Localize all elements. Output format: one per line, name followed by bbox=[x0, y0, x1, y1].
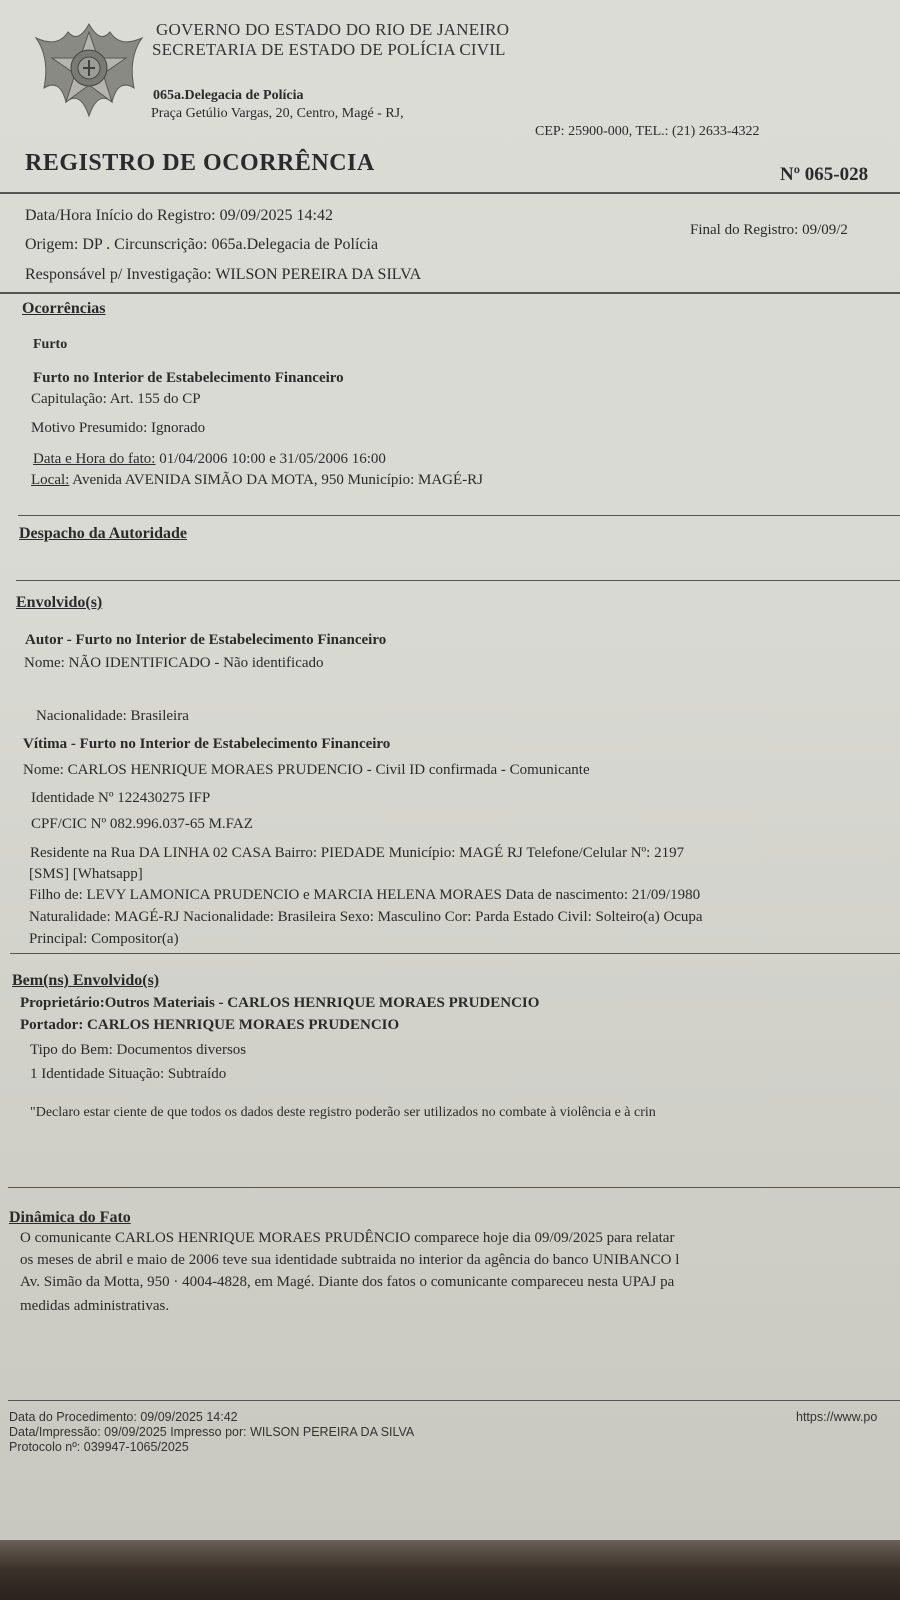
ocorrencia-data-value: 01/04/2006 10:00 e 31/05/2006 16:00 bbox=[155, 451, 386, 467]
divider bbox=[0, 192, 900, 194]
table-surface bbox=[0, 1540, 900, 1600]
ocorrencia-local-value: Avenida AVENIDA SIMÃO DA MOTA, 950 Município: MAGÉ-RJ bbox=[69, 472, 483, 488]
footer-impressao: Data/Impressão: 09/09/2025 Impresso por: WILSON PEREIRA DA SILVA bbox=[9, 1425, 415, 1439]
vitima-naturalidade: Naturalidade: MAGÉ-RJ Nacionalidade: Brasileira Sexo: Masculino Cor: Parda Estado Civil: Solteiro(a) Ocupa bbox=[29, 909, 703, 925]
divider bbox=[16, 580, 900, 581]
dinamica-line-2: os meses de abril e maio de 2006 teve sua identidade subtraida no interior da agência do banco UNIBANCO l bbox=[20, 1252, 680, 1268]
registro-inicio: Data/Hora Início do Registro: 09/09/2025 14:42 bbox=[25, 207, 333, 224]
ocorrencias-heading: Ocorrências bbox=[22, 300, 106, 317]
vitima-filiacao: Filho de: LEVY LAMONICA PRUDENCIO e MARCIA HELENA MORAES Data de nascimento: 21/09/1980 bbox=[29, 887, 701, 903]
vitima-nome: Nome: CARLOS HENRIQUE MORAES PRUDENCIO - Civil ID confirmada - Comunicante bbox=[23, 762, 590, 778]
envolvidos-heading: Envolvido(s) bbox=[16, 594, 103, 611]
divider bbox=[8, 1400, 900, 1401]
ocorrencia-local-label: Local: bbox=[31, 472, 70, 488]
registro-responsavel: Responsável p/ Investigação: WILSON PEREIRA DA SILVA bbox=[25, 266, 422, 283]
ocorrencia-subtipo: Furto no Interior de Estabelecimento Financeiro bbox=[33, 370, 344, 386]
delegacia-name: 065a.Delegacia de Polícia bbox=[153, 88, 304, 103]
ocorrencia-capitulacao: Capitulação: Art. 155 do CP bbox=[31, 391, 201, 407]
ocorrencia-motivo: Motivo Presumido: Ignorado bbox=[31, 420, 206, 436]
dinamica-line-1: O comunicante CARLOS HENRIQUE MORAES PRUDÊNCIO comparece hoje dia 09/09/2025 para relatar bbox=[20, 1230, 675, 1246]
vitima-identidade: Identidade Nº 122430275 IFP bbox=[31, 790, 211, 806]
registro-origem: Origem: DP . Circunscrição: 065a.Delegacia de Polícia bbox=[25, 236, 379, 253]
dinamica-line-3: Av. Simão da Motta, 950 · 4004-4828, em Magé. Diante dos fatos o comunicante compareceu nesta UPAJ pa bbox=[20, 1274, 675, 1290]
dinamica-heading: Dinâmica do Fato bbox=[9, 1209, 131, 1226]
divider bbox=[0, 292, 900, 294]
cep-tel: CEP: 25900-000, TEL.: (21) 2633-4322 bbox=[535, 124, 760, 139]
despacho-heading: Despacho da Autoridade bbox=[19, 525, 188, 542]
bem-portador: Portador: CARLOS HENRIQUE MORAES PRUDENCIO bbox=[20, 1017, 400, 1033]
autor-nacionalidade: Nacionalidade: Brasileira bbox=[36, 708, 189, 724]
gov-line-2: SECRETARIA DE ESTADO DE POLÍCIA CIVIL bbox=[152, 40, 506, 59]
vitima-contato: [SMS] [Whatsapp] bbox=[29, 866, 143, 882]
delegacia-address: Praça Getúlio Vargas, 20, Centro, Magé - RJ, bbox=[151, 106, 404, 121]
declaracao: "Declaro estar ciente de que todos os dados deste registro poderão ser utilizados no combate à violência e à crin bbox=[30, 1105, 656, 1120]
autor-title: Autor - Furto no Interior de Estabelecimento Financeiro bbox=[25, 632, 387, 648]
vitima-title: Vítima - Furto no Interior de Estabelecimento Financeiro bbox=[23, 736, 391, 752]
dinamica-line-4: medidas administrativas. bbox=[20, 1298, 170, 1314]
vitima-residente: Residente na Rua DA LINHA 02 CASA Bairro: PIEDADE Município: MAGÉ RJ Telefone/Celular Nº: 2197 bbox=[30, 845, 685, 861]
footer-procedimento: Data do Procedimento: 09/09/2025 14:42 bbox=[9, 1410, 238, 1424]
ocorrencia-data bbox=[33, 451, 386, 468]
police-seal-icon bbox=[30, 18, 148, 122]
divider bbox=[10, 953, 900, 954]
bem-item: 1 Identidade Situação: Subtraído bbox=[30, 1066, 227, 1082]
bem-proprietario: Proprietário:Outros Materiais - CARLOS HENRIQUE MORAES PRUDENCIO bbox=[20, 995, 540, 1011]
autor-nome: Nome: NÃO IDENTIFICADO - Não identificado bbox=[24, 655, 324, 671]
vitima-principal: Principal: Compositor(a) bbox=[29, 931, 179, 947]
registro-final: Final do Registro: 09/09/2 bbox=[690, 222, 848, 238]
bem-tipo: Tipo do Bem: Documentos diversos bbox=[30, 1042, 247, 1058]
ocorrencia-local bbox=[31, 472, 483, 489]
footer-url[interactable]: https://www.po bbox=[796, 1410, 878, 1424]
footer-protocolo: Protocolo nº: 039947-1065/2025 bbox=[9, 1440, 189, 1454]
bens-heading: Bem(ns) Envolvido(s) bbox=[12, 972, 160, 989]
divider bbox=[18, 515, 900, 516]
ocorrencia-tipo: Furto bbox=[33, 337, 68, 352]
divider bbox=[8, 1187, 900, 1188]
registro-number: Nº 065-028 bbox=[780, 164, 869, 185]
ocorrencia-data-label: Data e Hora do fato: bbox=[33, 451, 156, 467]
vitima-cpf: CPF/CIC Nº 082.996.037-65 M.FAZ bbox=[31, 816, 253, 832]
gov-line-1: GOVERNO DO ESTADO DO RIO DE JANEIRO bbox=[156, 20, 510, 39]
page-title: REGISTRO DE OCORRÊNCIA bbox=[25, 150, 375, 176]
